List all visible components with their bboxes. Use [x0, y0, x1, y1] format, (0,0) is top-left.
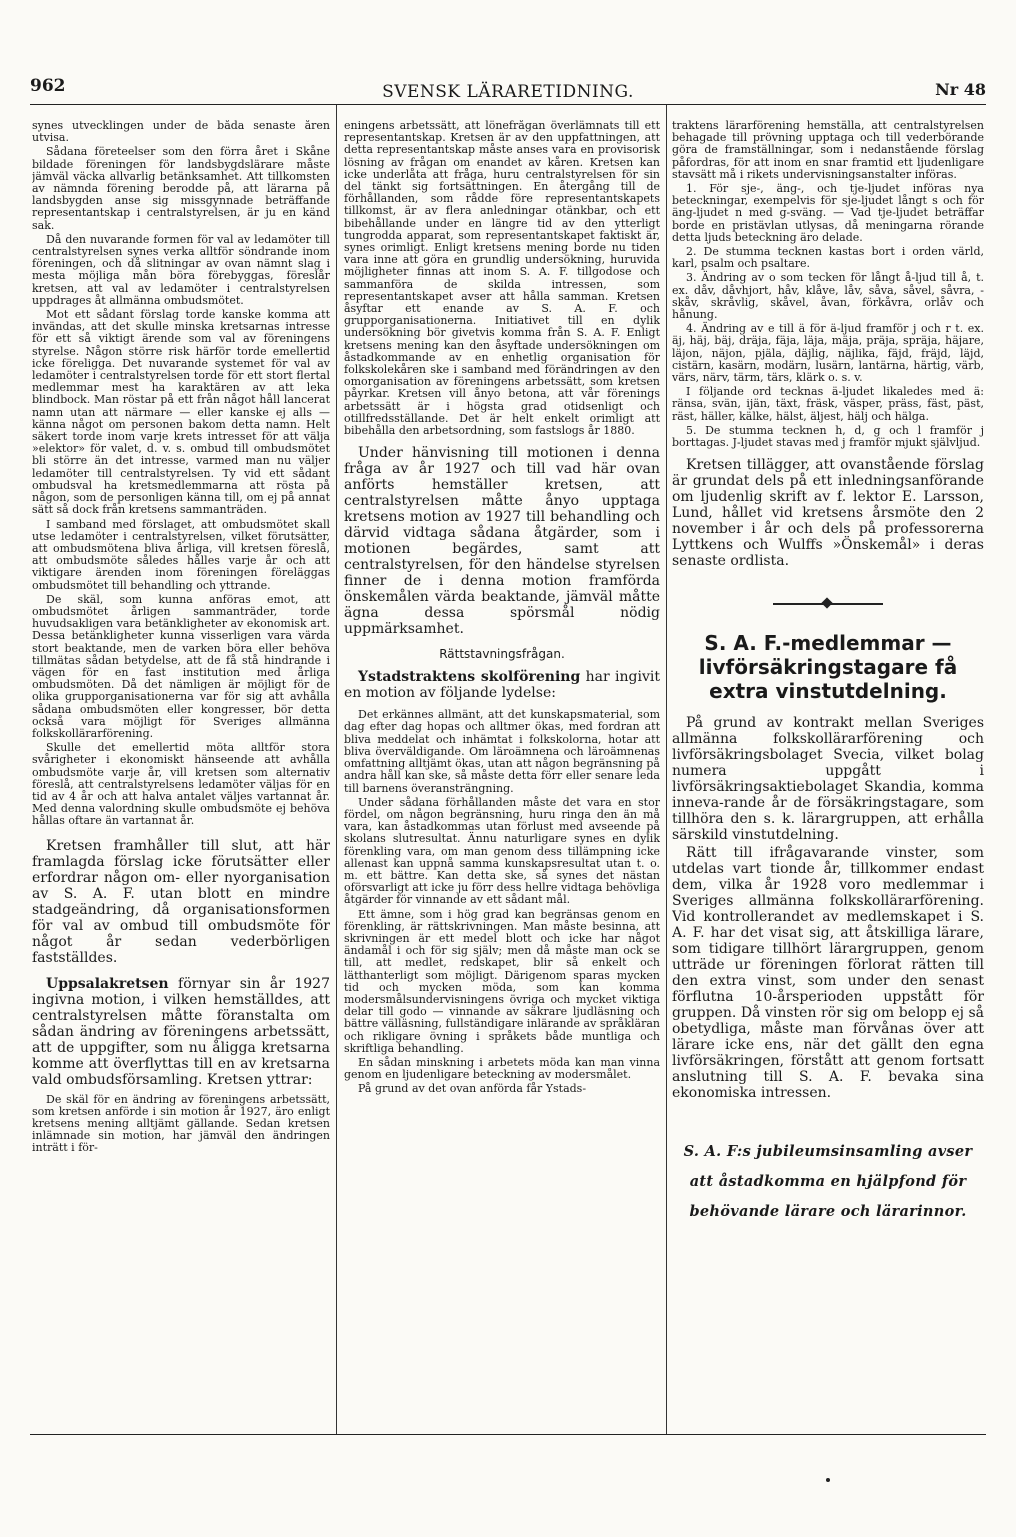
col1-paragraph: Då den nuvarande formen för val av ledamöter till centralstyrelsen synes verka alltför söndrande inom föreningen, och då slitningar av ovan nämnt slag i mesta möjliga mån böra förebyggas, föreslår kretsen, att val av ledamöter i centralstyrelsen uppdrages åt allmänna ombudsmötet. [32, 232, 330, 307]
col1-paragraph: I samband med förslaget, att ombudsmötet skall utse ledamöter i centralstyrelsen, vilket förutsätter, att ombudsmötena bliva årliga, vill kretsen föreslå, att ombudsmöte således hålles varje år och att viktigare ärenden inom föreningen föreläggas ombudsmötet till behandling och yttrande. [32, 517, 330, 592]
col2-paragraph: Det erkännes allmänt, att det kunskapsmaterial, som dag efter dag hopas och alltmer ökas, med fordran att bliva meddelat och inhämtat i folkskolorna, hotar att bliva överväldigande. Om läroämnena och läroämnenas omfattning alltjämt ökas, utan att någon begränsning på andra håll kan ske, så måste detta förr eller senare leda till barnens överansträngning. [344, 708, 660, 795]
col3-paragraph: 2. De stumma tecknen kastas bort i orden värld, karl, psalm och psaltare. [672, 245, 984, 271]
divider-ornament-icon [773, 599, 883, 609]
col1-paragraph: De skäl, som kunna anföras emot, att ombudsmötet årligen sammanträder, torde huvudsakligen vara betänkligheter av ekonomisk art. Dessa betänkligheter kunna visserligen vara värda stort beaktande, men de varken böra eller behöva tillmätas sådan betydelse, att de få stå hindrande i vägen för en fast institution med årliga ombudsmöten. Då det nämligen är möjligt för de olika grupporganisationerna var för sig att avhålla sådana ombudsmöten eller kongresser, bör detta också vara möjligt för Sveriges allmänna folkskollärarförening. [32, 592, 330, 740]
header-rule [30, 104, 986, 105]
column-rule-2 [666, 105, 667, 1434]
col1-paragraph: Skulle det emellertid möta alltför stora svårigheter i ekonomiskt hänseende att avhålla ombudsmöte varje år, vill kretsen som alternativ föreslå, att centralstyrelsens ledamöter väljas för en tid av 4 år och att halva antalet väljes vartannat år. Med denna valordning skulle ombudsmöte ej behöva hållas oftare än vartannat år. [32, 741, 330, 828]
col3-paragraph: Rätt till ifrågavarande vinster, som utdelas vart tionde år, tillkommer endast dem, vilka år 1928 voro medlemmar i Sveriges allmänna folkskollärarförening. Vid kontrollerandet av medlemskapet i S. A. F. har det visat sig, att åtskilliga lärare, som tidigare tillhört lärargruppen, genom utträde ur föreningen förlorat rätten till den extra vinst, som under den senast förflutna 10-årsperioden uppstått för gruppen. Då vinsten rör sig om belopp ej så obetydliga, måste man förvånas över att lärare icke ens, när det gällt den egna livförsäkringen, förstått att genom fortsatt anslutning till S. A. F. bevaka sina ekonomiska intressen. [672, 845, 984, 1102]
column-rule-1 [336, 105, 337, 1434]
col3-paragraph: På grund av kontrakt mellan Sveriges allmänna folkskollärarförening och livförsäkringsbolaget Svecia, vilket bolag numera uppgått i livförsäkringsaktiebolaget Skandia, komma inneva-rande år de försäkringstagare, som tillhöra den s. k. lärargruppen, att erhålla särskild vinstutdelning. [672, 715, 984, 844]
col1-paragraph: Kretsen framhåller till slut, att här framlagda förslag icke förutsätter eller erfordrar någon om- eller nyorganisation av S. A. F. utan blott en mindre stadgeändring, då organisationsformen för val av ombud till ombudsmöte för något år sedan vederbörligen fastställdes. [32, 837, 330, 966]
col2-paragraph [344, 669, 660, 701]
col3-paragraph: 1. För sje-, äng-, och tje-ljudet införas nya beteckningar, exempelvis för sje-ljudet långt s och för äng-ljudet n med g-sväng. — Vad tje-ljudet beträffar borde en pristävlan utlysas, då meningarna rörande detta ljuds beteckning äro delade. [672, 182, 984, 244]
page-header [30, 76, 986, 102]
column-1 [32, 120, 330, 1426]
page-number: 962 [30, 76, 66, 96]
uppsalakretsen-lead: Uppsalakretsen [46, 975, 169, 992]
col2-paragraph: Under hänvisning till motionen i denna fråga av år 1927 och till vad här ovan anförts hemställer kretsen, att centralstyrelsen måtte ånyo upptaga kretsens motion av 1927 till behandling och därvid vidtaga sådana åtgärder, som i motionen begärdes, samt att centralstyrelsen, för den händelse styrelsen finner de i denna motion framförda önskemålen värda beaktande, jämväl måtte ägna dessa spörsmål nödig uppmärksamhet. [344, 445, 660, 638]
col2-paragraph: eningens arbetssätt, att lönefrågan överlämnats till ett representantskap. Kretsen är av den uppfattningen, att detta representantskap måste anses vara en provisorisk lösning av frågan om enandet av kåren. Kretsen kan icke underlåta att fråga, huru centralstyrelsen för sin del tänkt sig fortsättningen. En återgång till de förhållanden, som rådde före representantskapets tillkomst, är av flera anledningar otänkbar, och ett bibehållande under en längre tid av den ytterligt tungrodda apparat, som representantskapet faktiskt är, synes orimligt. Enligt kretsens mening borde nu tiden vara inne att göra en grundlig undersökning, huruvida möjligheter finnas att inom S. A. F. tillgodose och sammanföra de skilda intressen, som representantskapet avser att hålla samman. Kretsen åsyftar ett enande av S. A. F. och grupporganisationerna. Initiativet till en dylik undersökning bör givetvis komma från S. A. F. Enligt kretsens mening kan den åsyftade undersökningen om åstadkommande av en enhetlig organisation för folkskolekåren ske i samband med förändringen av den omorganisation av föreningens arbetssätt, som kretsen påyrkar. Kretsen vill ånyo betona, att vår förenings arbetssätt är i högsta grad otidsenligt och otillfredsställande. Det är helt enkelt orimligt att bibehålla den arbetsordning, som fastslogs år 1880. [344, 120, 660, 438]
article-headline: S. A. F.-medlemmar — livförsäkringstagare få extra vinstutdelning. [698, 631, 958, 704]
masthead: SVENSK LÄRARETIDNING. [382, 82, 634, 102]
ystad-lead: Ystadstraktens skolförening [358, 669, 581, 686]
col3-paragraph: 3. Ändring av o som tecken för långt å-ljud till å, t. ex. dåv, dåvhjort, håv, klåve, låv, såva, såvel, såvra, -skåv, skråvlig, skåvel, åvan, förkåvra, orlåv och hånung. [672, 271, 984, 322]
col3-paragraph: Kretsen tillägger, att ovanstående förslag är grundat dels på ett inledningsanförande om ljudenlig skrift av f. lektor E. Larsson, Lund, hållet vid kretsens årsmöte den 2 november i år och dels på professorerna Lyttkens och Wulffs »Önskemål» i deras senaste ordlista. [672, 457, 984, 570]
uppsalakretsen-text: förnyar sin år 1927 ingivna motion, i vilken hemställdes, att centralstyrelsen måtte föranstalta om sådan ändring av föreningens arbetssätt, att de uppgifter, som nu åligga kretsarna komme att överflyttas till en av kretsarna vald ombudsförsamling. Kretsen yttrar: [32, 975, 330, 1088]
fundraising-notice: S. A. F:s jubileumsinsamling avser att åstadkomma en hjälpfond för behövande lärare och lärarinnor. [683, 1143, 973, 1221]
ink-dot [826, 1478, 830, 1482]
col2-paragraph: Under sådana förhållanden måste det vara en stor fördel, om någon begränsning, huru ringa den än må vara, kan åstadkommas utan förlust med avseende på skolans slutresultat. Ännu naturligare synes en dylik förenkling vara, om man genom dess tillämpning icke allenast kan uppnå samma kunskapsresultat utan t. o. m. ett bättre. Kan detta ske, så synes det nästan oförsvarligt att icke ju förr dess hellre vidtaga behövliga åtgärder för vinnande av ett sådant mål. [344, 795, 660, 907]
column-2 [344, 120, 660, 1426]
col3-paragraph: traktens lärarförening hemställa, att centralstyrelsen behagade till prövning upptaga och till vederbörande göra de framställningar, som i nedanstående förslag påfordras, för att inom en snar framtid ett ljudenligare stavsätt må i rikets undervisningsanstalter införas. [672, 120, 984, 181]
col1-paragraph: Mot ett sådant förslag torde kanske komma att invändas, att det skulle minska kretsarnas intresse för ett så viktigt ärende som val av föreningens styrelse. Någon större risk härför torde emellertid icke föreligga. Det nuvarande systemet för val av ledamöter i centralstyrelsen torde för ett stort flertal medlemmar mest ha karaktären av att leka blindbock. Man röstar på ett från något håll lancerat namn utan att närmare — eller kanske ej alls — känna något om personen bakom detta namn. Helt säkert torde inom varje krets intresset för att välja »elektor» för valet, d. v. s. ombud till ombudsmötet bli större än det intresse, varmed man nu väljer ledamöter till centralstyrelsen. Ty vid ett sådant ombudsval ha kretsmedlemmarna att rösta på någon, som de personligen känna till, om ej på annat sätt så dock från kretsens sammanträden. [32, 308, 330, 517]
col3-paragraph: I följande ord tecknas ä-ljudet likaledes med ä: ränsa, svän, ijän, täxt, fräsk, väsper, präss, fäst, päst, räst, häller, kälke, hälst, äljest, hälj och hälga. [672, 385, 984, 423]
col2-paragraph: Ett ämne, som i hög grad kan begränsas genom en förenkling, är rättskrivningen. Man måste besinna, att skrivningen är ett medel blott och icke har något ändamål i och för sig själv; men då måste man ock se till, att medlet, redskapet, blir så enkelt och lätthanterligt som möjligt. Därigenom sparas mycken tid och mycken möda, som kan komma modersmålsundervisningens övriga och mycket viktiga delar till godo — vinnande av säkrare ljudläsning och bättre välläsning, fullständigare inlärande av språkläran och rikligare övning i språkets både muntliga och skriftliga behandling. [344, 907, 660, 1055]
col1-paragraph: De skäl för en ändring av föreningens arbetssätt, som kretsen anförde i sin motion år 1927, äro enligt kretsens mening alltjämt gällande. Sedan kretsen inlämnade sin motion, har jämväl den ändringen inträtt i för- [32, 1092, 330, 1155]
col3-paragraph: 5. De stumma tecknen h, d, g och l framför j borttagas. J-ljudet stavas med j framför mjukt självljud. [672, 423, 984, 450]
section-heading: Rättstavningsfrågan. [439, 647, 565, 662]
footer-rule [30, 1434, 986, 1435]
col1-paragraph: Sådana företeelser som den förra året i Skåne bildade föreningen för landsbygdslärare måste jämväl väcka allvarlig betänksamhet. Att tillkomsten av nämnda förening berodde på, att lärarna på landsbygden anse sig missgynnade beträffande representantskap i centralstyrelsen, är ju en känd sak. [32, 145, 330, 232]
col1-paragraph [32, 976, 330, 1088]
ystad-text: har ingivit en motion av följande lydelse: [344, 669, 660, 702]
issue-number: Nr 48 [935, 80, 986, 99]
col1-paragraph: synes utvecklingen under de båda senaste åren utvisa. [32, 120, 330, 145]
col2-paragraph: En sådan minskning i arbetets möda kan man vinna genom en ljudenligare beteckning av modersmålet. [344, 1055, 660, 1082]
col2-paragraph: På grund av det ovan anförda får Ystads- [358, 1082, 587, 1096]
column-3 [672, 120, 984, 1426]
col3-paragraph: 4. Ändring av e till ä för ä-ljud framför j och r t. ex. äj, häj, bäj, dräja, fäja, läja, mäja, präja, spräja, häjare, läjon, näjon, pjäla, däjlig, näjlika, fäjd, fräjd, läjd, cistärn, kasärn, modärn, lusärn, lantärna, härtig, värb, värs, närv, tärm, tärs, klärk o. s. v. [672, 322, 984, 385]
